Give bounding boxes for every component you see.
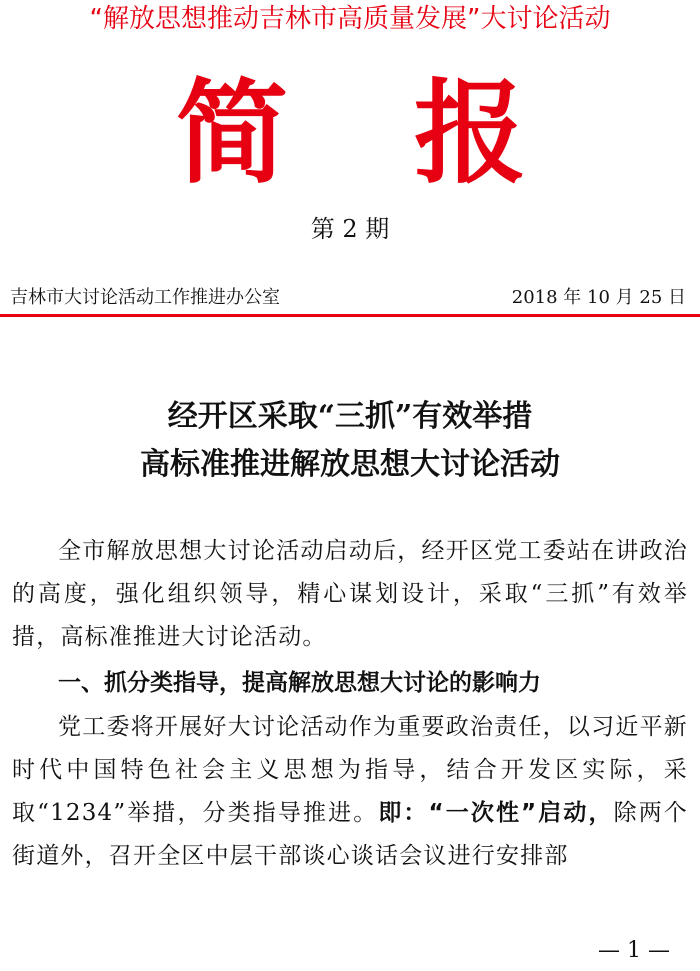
page-number: — 1 — [598, 938, 670, 963]
headline-line-2: 高标准推进解放思想大讨论活动 [140, 447, 560, 482]
masthead-char-bao: 报 [414, 68, 526, 199]
section-heading-1: 一、抓分类指导，提高解放思想大讨论的影响力 [58, 670, 541, 696]
issue-number: 第 2 期 [310, 215, 390, 243]
paragraph-2-bold-text: 即：“一次性”启动， [378, 800, 614, 826]
red-divider-rule [0, 314, 700, 317]
masthead-char-jian: 简 [176, 68, 288, 199]
campaign-title: “解放思想推动吉林市高质量发展”大讨论活动 [89, 4, 611, 34]
paragraph-2-continuation: 除两个街道外，召开全区中层干部谈心谈话会议进行安排部 [12, 800, 689, 869]
body-paragraph-2 [12, 706, 688, 878]
publisher: 吉林市大讨论活动工作推进办公室 [10, 287, 280, 308]
paragraph-2-text: 党工委将开展好大讨论活动作为重要政治责任，以习近平新时代中国特色社会主义思想为指导，结合开发区实际，采取“1234”举措，分类指导推进。 [12, 714, 688, 826]
body-paragraph-1: 全市解放思想大讨论活动启动后，经开区党工委站在讲政治的高度，强化组织领导，精心谋划设计，采取“三抓”有效举措，高标准推进大讨论活动。 [12, 538, 688, 650]
masthead [0, 70, 700, 200]
issue-date: 2018 年 10 月 25 日 [511, 287, 686, 308]
publisher-row [10, 284, 690, 312]
headline-line-1: 经开区采取“三抓”有效举措 [167, 399, 533, 434]
